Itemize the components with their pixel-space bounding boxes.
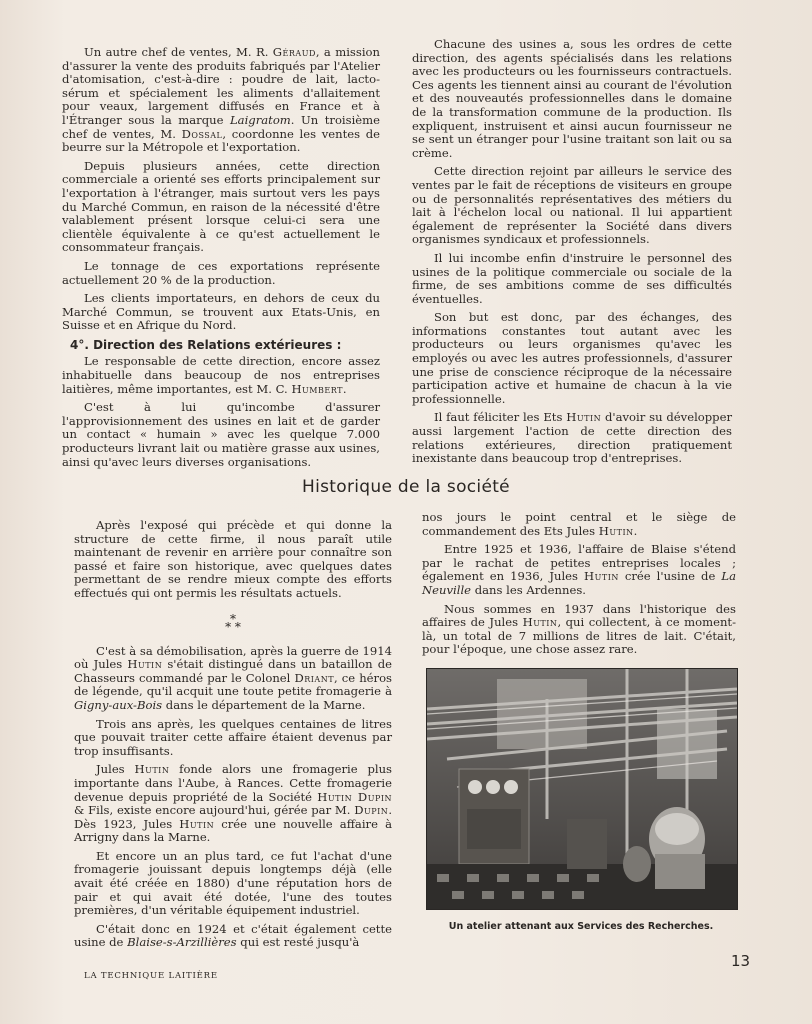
paragraph: Chacune des usines a, sous les ordres de cette direction, des agents spécialisés dans les relations avec les producteurs ou les fournisseurs contractuels. Ces agents les tiennent ainsi au courant de l'évolution et des nouveautés professionnelles dans le domaine de la transformation commune de la production. Ils expliquent, instruisent et ainsi aucun fournisseur ne se sent un étranger pour l'usine traitant son lait ou sa crème. [412, 37, 732, 160]
paragraph [74, 923, 392, 950]
publication-name: LA TECHNIQUE LAITIÈRE [84, 971, 218, 981]
paragraph: Il lui incombe enfin d'instruire le personnel des usines de la politique commerciale ou sociale de la firme, de ses ambitions comme de ses difficultés éventuelles. [412, 250, 732, 306]
person-name: Hutin [127, 657, 163, 672]
paragraph: Cette direction rejoint par ailleurs le service des ventes par le fait de réceptions de visiteurs en groupe ou de personnalités représentatives des métiers du lait à l'échelon local ou national. Il lui appartient également de représenter la Société dans divers organismes syndicaux et professionnels. [412, 164, 732, 247]
workshop-illustration [427, 669, 737, 909]
paragraph: Son but est donc, par des échanges, des informations constantes tout autant avec les producteurs ou leurs organismes qu'avec les employés ou avec les autres professionnels, d'assurer une prise de conscience réciproque de la nécessaire participation active et humaine de chacun à la vie professionnelle. [412, 310, 732, 406]
paragraph: Le tonnage de ces exportations représente actuellement 20 % de la production. [62, 258, 380, 287]
text: , a mission d'assurer la vente des produits fabriqués par l'Atelier d'atomisation, c'est-à-dire : poudre de lait, lacto-sérum et spécialement les aliments d'allaitement pour veaux, largement diffusés en France et à l'Étranger sous la marque [62, 45, 380, 127]
text: C'était donc en 1924 et c'était également cette usine de [74, 921, 392, 950]
person-name: Dossal [181, 126, 223, 141]
text: , qui collectent, à ce moment-là, un total de 7 millions de litres de lait. C'était, pour l'époque, une chose assez rare. [422, 615, 736, 657]
paragraph: Après l'exposé qui précède et qui donne la structure de cette firme, il nous paraît utile maintenant de revenir en arrière pour connaître son passé et faire son historique, avec quelques dates permettant de se rendre mieux compte des efforts effectués qui ont permis les résultats actuels. [74, 518, 392, 600]
paragraph [412, 411, 732, 465]
text: Entre 1925 et 1936, l'affaire de Blaise s'étend par le rachat de petites entreprises locales ; également en 1936, Jules [422, 542, 736, 584]
company-name: Hutin [566, 410, 602, 425]
paragraph [422, 543, 736, 597]
text: . [633, 523, 638, 538]
text: dans le département de la Marne. [162, 697, 366, 712]
person-name: Hutin [134, 762, 170, 777]
asterism-divider [74, 611, 392, 634]
paragraph [62, 46, 380, 155]
text: s'était distingué dans un bataillon de Chasseurs commandé par le Colonel [74, 657, 393, 685]
person-name: Dupin [354, 803, 389, 818]
place-name: La Neuville [422, 569, 736, 597]
section-title: Historique de la société [302, 477, 510, 497]
paragraph [74, 645, 392, 713]
text: crée l'usine de [618, 569, 722, 584]
company-name: Hutin Dupin [317, 789, 392, 804]
section-subheading: 4°. Direction des Relations extérieures : [70, 337, 342, 352]
text: C'est à sa démobilisation, après la guerre de 1914 où Jules [74, 643, 392, 672]
place-name: Blaise-s-Arzillières [127, 935, 237, 950]
text: d'avoir su développer aussi largement l'action de cette direction des relations extérieures, direction pratiquement inexistante dans beaucoup trop d'entreprises. [412, 410, 733, 466]
text: Le responsable de cette direction, encore assez inhabituelle dans beaucoup de nos entreprises laitières, même importantes, est M. C. [62, 354, 380, 396]
paragraph: Les clients importateurs, en dehors de ceux du Marché Commun, se trouvent aux Etats-Unis, en Suisse et en Afrique du Nord. [62, 291, 380, 333]
text: . Dès 1923, Jules [74, 803, 392, 831]
brand-name: Laigratom [229, 112, 291, 127]
asterism-glyph: * * * [225, 611, 241, 634]
paragraph [422, 511, 736, 538]
place-name: Gigny-aux-Bois [74, 697, 163, 712]
text-column-top-left [62, 46, 380, 474]
text: , ce héros de légende, qu'il acquit une toute petite fromagerie à [74, 670, 392, 699]
person-name: Driant [294, 670, 335, 685]
company-name: Hutin [598, 523, 634, 538]
paragraph: Trois ans après, les quelques centaines de litres que pouvait traiter cette affaire étaient devenus par trop insuffisants. [74, 716, 392, 758]
text-column-bottom-right [422, 511, 736, 662]
photo-caption: Un atelier attenant aux Services des Recherches. [448, 921, 714, 932]
person-name: Hutin [584, 569, 619, 584]
text: dans les Ardennes. [471, 582, 586, 597]
text: Jules [96, 762, 135, 777]
text-column-top-right [412, 38, 732, 471]
text: Nous sommes en 1937 dans l'historique des affaires de Jules [422, 601, 736, 630]
person-name: Hutin [179, 816, 215, 831]
text: fonde alors une fromagerie plus importante dans l'Aube, à Rances. Cette fromagerie devenue depuis propriété de la Société [74, 762, 392, 804]
text-column-bottom-left [74, 519, 392, 955]
person-name: Humbert [291, 381, 343, 396]
paragraph: Et encore un an plus tard, ce fut l'achat d'une fromagerie jouissant depuis longtemps déjà (elle avait été créée en 1880) d'une réputation hors de pair et qui avait été dotée, l'une des toutes premières, d'un véritable équipement industriel. [74, 848, 392, 918]
text: . Un troisième chef de ventes, M. [62, 112, 380, 141]
text: Un autre chef de ventes, M. R. [84, 45, 273, 59]
text: . [342, 381, 347, 396]
paragraph: Depuis plusieurs années, cette direction commerciale a orienté ses efforts principalement sur l'exportation à l'étranger, mais surtout vers les pays du Marché Commun, en raison de la nécessité d'être valablement présent lorsque celui-ci sera une clientèle équivalente à ce qu'est actuellement le consommateur français. [62, 158, 380, 255]
text: , coordonne les ventes de beurre sur la Métropole et l'exportation. [62, 126, 380, 155]
paragraph [62, 355, 380, 396]
text: Il faut féliciter les Ets [434, 410, 567, 425]
paragraph [74, 763, 392, 845]
text: qui est resté jusqu'à [236, 935, 360, 950]
person-name: Géraud [272, 45, 316, 59]
text: crée une nouvelle affaire à Arrigny dans la Marne. [74, 816, 392, 845]
text: nos jours le point central et le siège de commandement des Ets Jules [422, 510, 736, 538]
page-number: 13 [731, 952, 751, 970]
paragraph [422, 603, 736, 657]
person-name: Hutin [522, 615, 558, 630]
paragraph: C'est à lui qu'incombe d'assurer l'approvisionnement des usines en lait et de garder un contact « humain » avec les quelque 7.000 producteurs livrant lait ou matière grasse aux usines, ainsi qu'avec leurs diverses organisations. [62, 400, 380, 469]
text: & Fils, existe encore aujourd'hui, gérée par M. [74, 803, 355, 818]
workshop-photo [426, 668, 738, 910]
